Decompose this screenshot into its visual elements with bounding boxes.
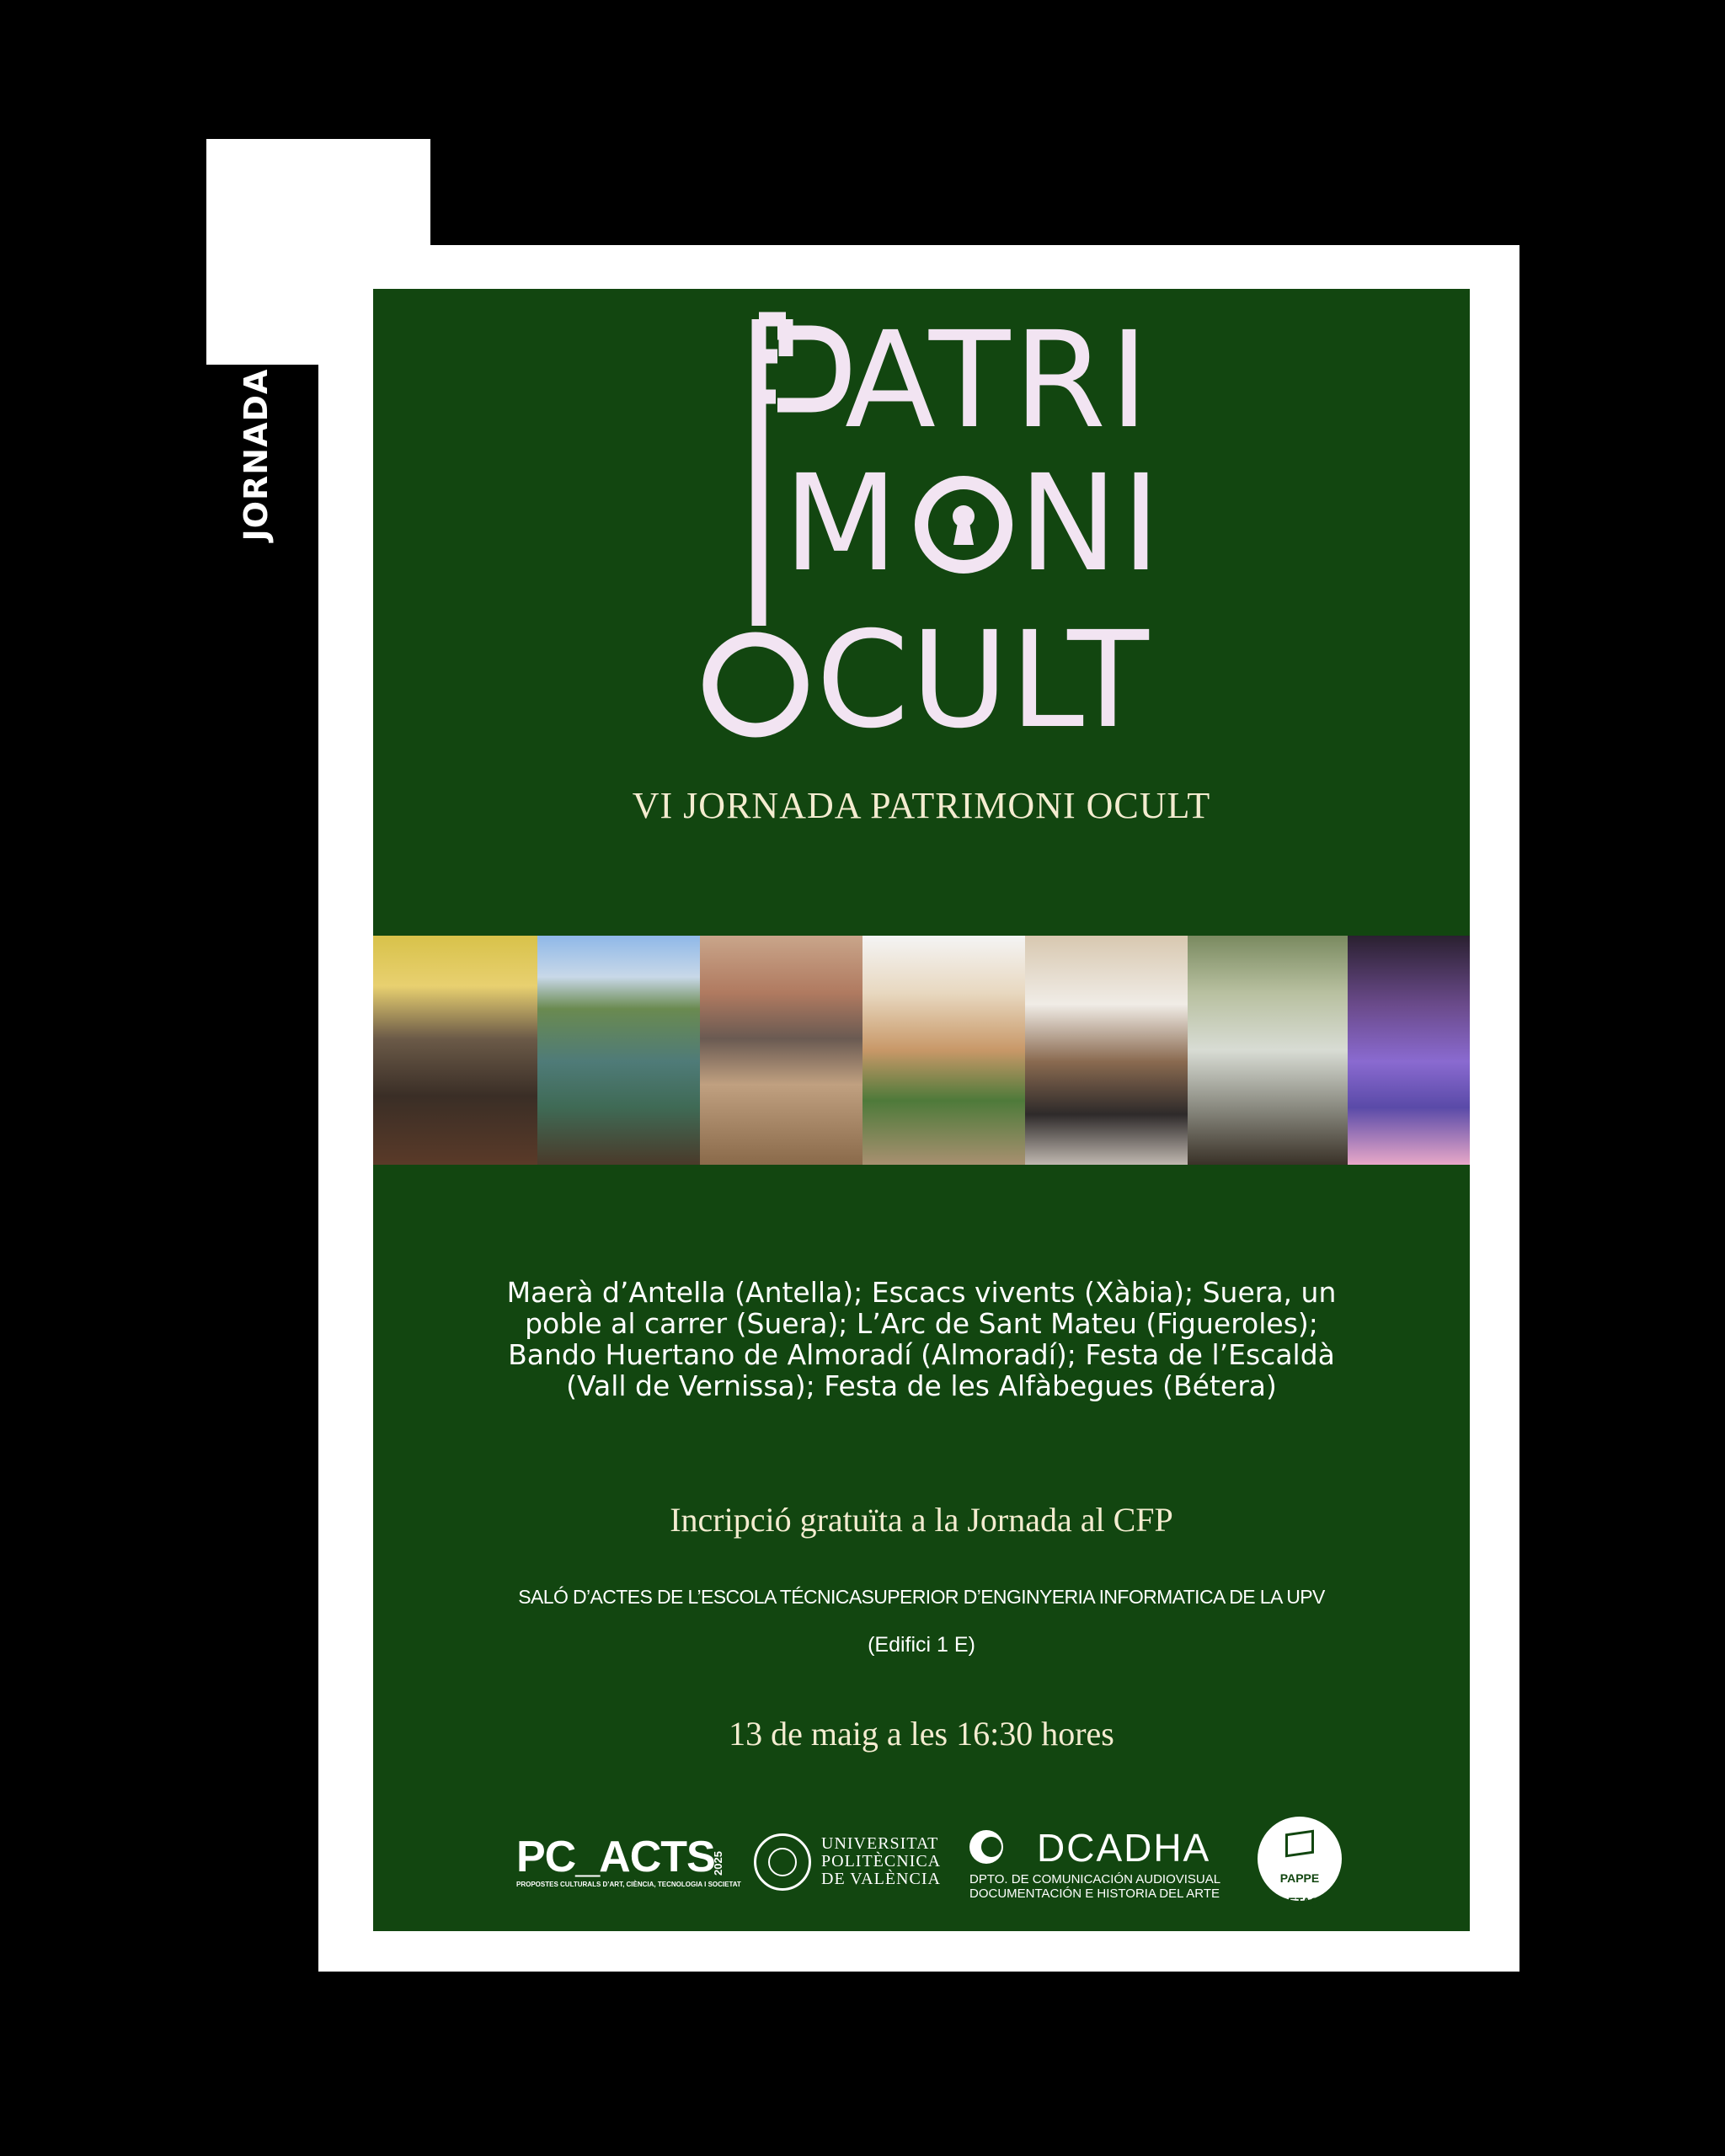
registration-note: Incripció gratuïta a la Jornada al CFP [670,1501,1173,1539]
pappeletas-logo [1258,1817,1342,1908]
photo-costume-parade [1348,936,1470,1165]
photo-village-street [1025,936,1188,1165]
upv-name [821,1835,941,1888]
event-subtitle: VI JORNADA PATRIMONI OCULT [632,785,1211,826]
upv-line-3: DE VALÈNCIA [821,1870,941,1888]
event-date: 13 de maig a les 16:30 hores [729,1715,1114,1753]
dcadha-subtitle [969,1872,1220,1901]
pc-acts-logo [516,1835,741,1888]
venue: SALÓ D’ACTES DE L’ESCOLA TÉCNICASUPERIOR D’ENGINYERIA INFORMATICA DE LA UPV [518,1586,1325,1608]
events-list: Maerà d’Antella (Antella); Escacs vivents (Xàbia); Suera, un poble al carrer (Suera); L’Arc de Sant Mateu (Figueroles); Bando Huertano de Almoradí (Almoradí); Festa de l’Escaldà (Vall de Vernissa); Festa de les Alfàbegues (Bétera) [506,1276,1337,1402]
logo-line-1: ATRI [845,303,1152,458]
dcadha-moon-icon [969,1830,1003,1864]
pc-acts-tagline: PROPOSTES CULTURALS D’ART, CIÈNCIA, TECNOLOGIA I SOCIETAT [516,1881,741,1888]
logo-line-2-left: M [783,446,899,601]
dcadha-line-2: DOCUMENTACIÓN E HISTORIA DEL ARTE [969,1886,1220,1901]
logo-line-3: CULT [816,603,1151,758]
building: (Edifici 1 E) [868,1633,975,1657]
patrimoni-ocult-logo [373,289,1470,760]
photo-strip [373,936,1470,1165]
dcadha-name: DCADHA [1037,1826,1211,1870]
upv-line-2: POLITÈCNICA [821,1852,942,1870]
pc-acts-name: PC_ACTS [516,1833,715,1881]
sponsor-logos [373,1815,1470,1916]
logo-line-2-right: NI [1018,446,1164,601]
photo-escalda-cauldron [1188,936,1348,1165]
pappe-line-2: LETAS [1280,1895,1319,1908]
pappeletas-text [1258,1860,1342,1919]
dcadha-line-1: DPTO. DE COMUNICACIÓN AUDIOVISUAL [969,1872,1221,1886]
pappe-line-1: PAPPE [1279,1871,1320,1885]
photo-street-festival [700,936,862,1165]
photo-maera-antella [373,936,537,1165]
side-label: JORNADA [238,368,275,542]
upv-seal-icon [754,1833,811,1891]
paper-icon [1285,1830,1314,1858]
upv-line-1: UNIVERSITAT [821,1834,939,1853]
poster [373,289,1470,1931]
photo-church-tower [862,936,1025,1165]
pc-acts-year: 2025 [712,1851,724,1876]
photo-river-raft [537,936,700,1165]
